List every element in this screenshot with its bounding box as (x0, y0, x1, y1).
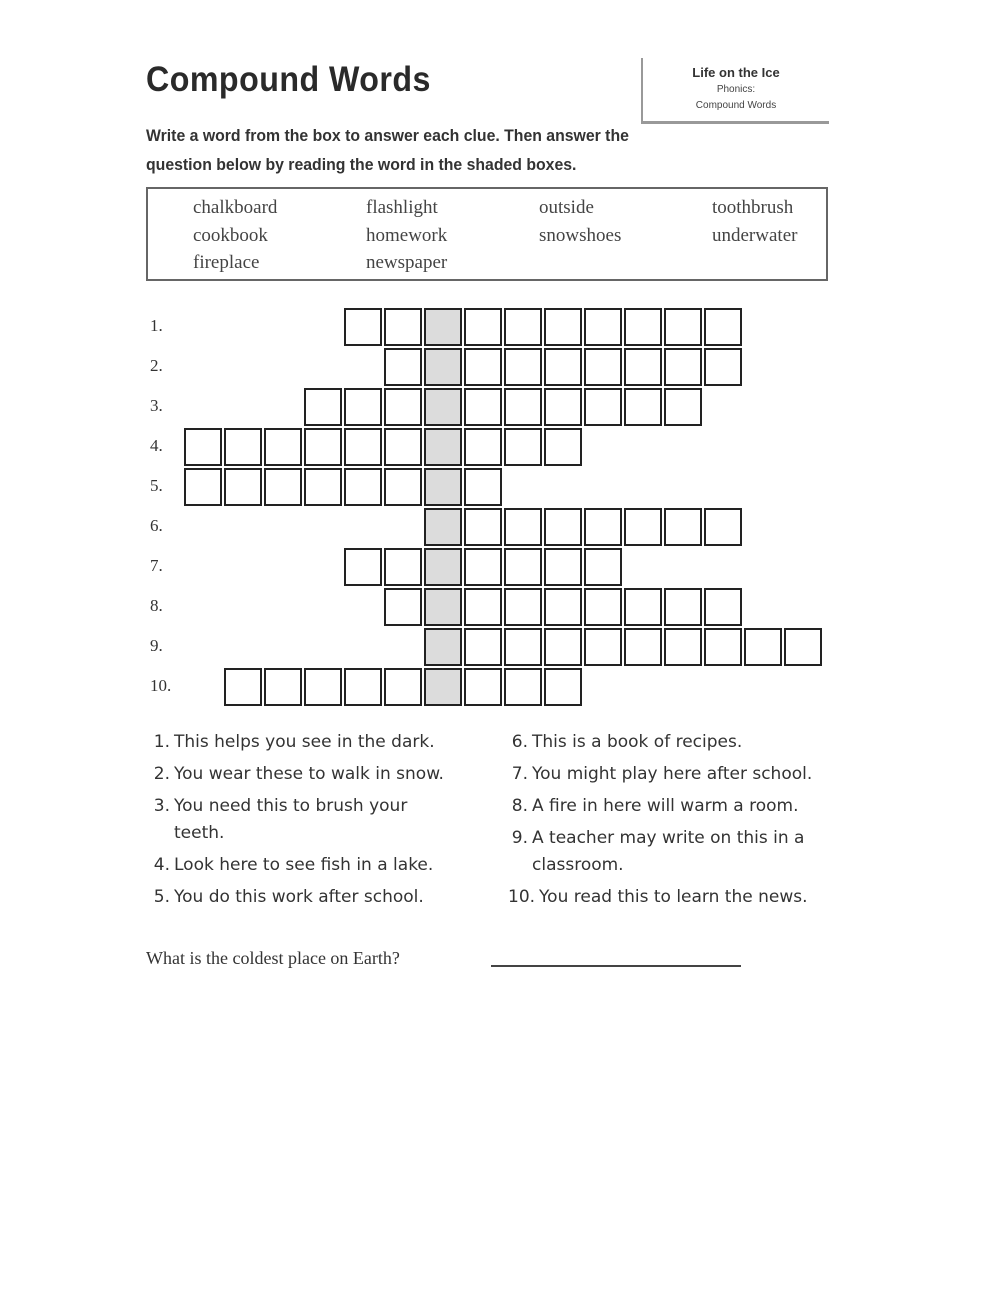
shaded-letter-box[interactable] (424, 628, 462, 666)
letter-box[interactable] (344, 428, 382, 466)
letter-box[interactable] (344, 668, 382, 706)
row-number: 1. (150, 316, 163, 335)
letter-box[interactable] (464, 508, 502, 546)
clue-item (508, 884, 808, 911)
letter-box[interactable] (584, 388, 622, 426)
clue-text: You read this to learn the news. (539, 887, 808, 907)
shaded-letter-box[interactable] (424, 308, 462, 346)
letter-box[interactable] (584, 308, 622, 346)
word-bank-item: newspaper (366, 252, 448, 273)
letter-box[interactable] (384, 348, 422, 386)
row-number: 9. (150, 636, 163, 655)
letter-box[interactable] (624, 588, 662, 626)
letter-box[interactable] (544, 388, 582, 426)
letter-box[interactable] (464, 588, 502, 626)
letter-box[interactable] (224, 428, 262, 466)
clue-text: A teacher may write on this in a (532, 828, 805, 848)
row-number: 10. (150, 676, 172, 695)
clue-number: 7. (511, 764, 528, 784)
letter-box[interactable] (304, 388, 342, 426)
word-bank-item: homework (366, 225, 448, 246)
letter-box[interactable] (544, 428, 582, 466)
clue-item (508, 825, 804, 879)
letter-box[interactable] (384, 388, 422, 426)
clue-text: You do this work after school. (174, 887, 424, 907)
letter-box[interactable] (504, 508, 542, 546)
letter-box[interactable] (304, 668, 342, 706)
letter-box[interactable] (624, 628, 662, 666)
clue-number: 4. (153, 855, 170, 875)
letter-box[interactable] (544, 348, 582, 386)
letter-box[interactable] (464, 668, 502, 706)
row-number: 7. (150, 556, 163, 575)
letter-box[interactable] (264, 668, 302, 706)
clue-item (150, 793, 407, 847)
clue-number: 1. (153, 732, 170, 752)
clue-item (508, 761, 812, 788)
letter-box[interactable] (664, 628, 702, 666)
letter-box[interactable] (264, 468, 302, 506)
answer-line[interactable] (491, 965, 741, 967)
letter-box[interactable] (344, 548, 382, 586)
word-bank-item: snowshoes (539, 225, 622, 246)
letter-box[interactable] (584, 628, 622, 666)
letter-box[interactable] (504, 588, 542, 626)
letter-box[interactable] (544, 548, 582, 586)
shaded-letter-box[interactable] (424, 588, 462, 626)
letter-box[interactable] (664, 348, 702, 386)
letter-box[interactable] (504, 308, 542, 346)
letter-box[interactable] (664, 388, 702, 426)
letter-box[interactable] (624, 308, 662, 346)
lesson-subject: Phonics: (716, 84, 756, 95)
word-bank-item: cookbook (193, 225, 268, 246)
letter-box[interactable] (504, 628, 542, 666)
letter-box[interactable] (784, 628, 822, 666)
letter-box[interactable] (584, 548, 622, 586)
clue-text: Look here to see fish in a lake. (174, 855, 434, 875)
clue-number: 6. (511, 732, 528, 752)
letter-box[interactable] (504, 348, 542, 386)
shaded-letter-box[interactable] (424, 508, 462, 546)
clue-text-continued: teeth. (174, 823, 225, 843)
shaded-letter-box[interactable] (424, 468, 462, 506)
clue-item (508, 793, 799, 820)
shaded-letter-box[interactable] (424, 548, 462, 586)
word-bank-item: toothbrush (712, 197, 794, 218)
letter-box[interactable] (584, 588, 622, 626)
letter-box[interactable] (384, 468, 422, 506)
letter-box[interactable] (544, 668, 582, 706)
letter-box[interactable] (544, 588, 582, 626)
letter-box[interactable] (664, 588, 702, 626)
clue-text: A fire in here will warm a room. (532, 796, 799, 816)
row-number: 5. (150, 476, 163, 495)
clue-number: 2. (153, 764, 170, 784)
letter-box[interactable] (664, 308, 702, 346)
letter-box[interactable] (304, 468, 342, 506)
letter-box[interactable] (704, 348, 742, 386)
letter-box[interactable] (384, 308, 422, 346)
letter-box[interactable] (664, 508, 702, 546)
letter-box[interactable] (384, 548, 422, 586)
clue-text: You need this to brush your (174, 796, 408, 816)
letter-box[interactable] (264, 428, 302, 466)
letter-box[interactable] (304, 428, 342, 466)
clue-number: 5. (153, 887, 170, 907)
letter-box[interactable] (624, 508, 662, 546)
letter-box[interactable] (704, 588, 742, 626)
clue-number: 10. (508, 887, 536, 907)
word-bank-item: outside (539, 197, 594, 218)
letter-box[interactable] (504, 548, 542, 586)
word-bank-item: fireplace (193, 252, 260, 273)
clue-number: 9. (511, 828, 528, 848)
letter-box[interactable] (464, 388, 502, 426)
final-question: What is the coldest place on Earth? (146, 948, 400, 968)
clue-item (150, 852, 433, 879)
letter-box[interactable] (464, 468, 502, 506)
letter-box[interactable] (184, 468, 222, 506)
letter-box[interactable] (544, 508, 582, 546)
word-bank-item: underwater (712, 225, 798, 246)
shaded-letter-box[interactable] (424, 428, 462, 466)
letter-box[interactable] (344, 388, 382, 426)
instructions: Write a word from the box to answer each clue. Then answer the question below by reading the word in the shaded boxes. (146, 126, 629, 174)
letter-box[interactable] (384, 428, 422, 466)
row-number: 2. (150, 356, 163, 375)
word-bank-item: flashlight (366, 197, 438, 218)
letter-box[interactable] (384, 588, 422, 626)
letter-box[interactable] (704, 508, 742, 546)
letter-box[interactable] (504, 388, 542, 426)
letter-box[interactable] (544, 308, 582, 346)
letter-box[interactable] (504, 428, 542, 466)
shaded-letter-box[interactable] (424, 388, 462, 426)
row-number: 3. (150, 396, 163, 415)
letter-box[interactable] (464, 308, 502, 346)
letter-box[interactable] (744, 628, 782, 666)
letter-box[interactable] (464, 628, 502, 666)
letter-box[interactable] (624, 348, 662, 386)
letter-box[interactable] (384, 668, 422, 706)
letter-box[interactable] (224, 468, 262, 506)
letter-box[interactable] (704, 628, 742, 666)
letter-box[interactable] (544, 628, 582, 666)
clue-item (508, 729, 742, 756)
shaded-letter-box[interactable] (424, 348, 462, 386)
clue-text: This is a book of recipes. (532, 732, 743, 752)
word-bank-item: chalkboard (193, 197, 278, 218)
clue-number: 3. (153, 796, 170, 816)
letter-box[interactable] (464, 548, 502, 586)
letter-box[interactable] (704, 308, 742, 346)
letter-box[interactable] (464, 348, 502, 386)
clue-text: You might play here after school. (532, 764, 813, 784)
letter-box[interactable] (344, 308, 382, 346)
clue-text: This helps you see in the dark. (174, 732, 435, 752)
clue-number: 8. (511, 796, 528, 816)
letter-box[interactable] (504, 668, 542, 706)
lesson-title: Life on the Ice (692, 65, 780, 80)
clue-item (150, 761, 444, 788)
page-title: Compound Words (146, 60, 431, 99)
clue-text: You wear these to walk in snow. (174, 764, 444, 784)
row-number: 4. (150, 436, 163, 455)
letter-box[interactable] (344, 468, 382, 506)
clue-item (150, 729, 435, 756)
letter-box[interactable] (584, 508, 622, 546)
letter-box[interactable] (624, 388, 662, 426)
clue-text-continued: classroom. (532, 855, 624, 875)
lesson-topic: Compound Words (695, 100, 777, 111)
letter-box[interactable] (184, 428, 222, 466)
letter-box[interactable] (584, 348, 622, 386)
letter-box[interactable] (224, 668, 262, 706)
clue-item (150, 884, 424, 911)
row-number: 8. (150, 596, 163, 615)
row-number: 6. (150, 516, 163, 535)
letter-box[interactable] (464, 428, 502, 466)
shaded-letter-box[interactable] (424, 668, 462, 706)
